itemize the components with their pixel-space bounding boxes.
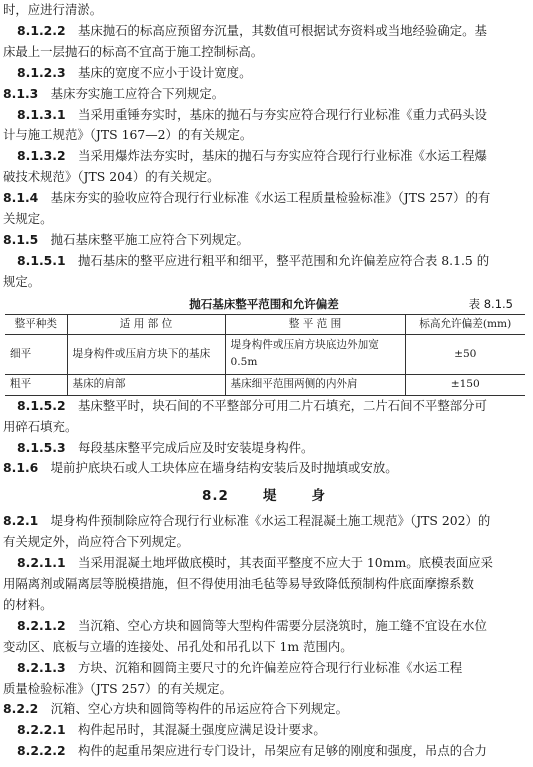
- clause-number: 8.2.1: [3, 513, 39, 529]
- table-header-row: [5, 314, 525, 334]
- clause-text: 当采用重锤夯实时，基床的抛石与夯实应符合现行行业标准《重力式码头设: [78, 106, 487, 122]
- paragraph-line: [3, 63, 525, 84]
- clause-number: 8.1.5.3: [17, 439, 66, 455]
- section-title-a: 堤: [262, 488, 278, 505]
- clause-text: 基床夯实的验收应符合现行行业标准《水运工程质量检验标准》（JTS 257）的有: [50, 190, 491, 206]
- clause-text: 当采用混凝土地坪做底模时，其表面平整度不应大于 10mm。底模表面应采: [78, 555, 493, 571]
- paragraph-line: [3, 188, 525, 209]
- paragraph-line: [3, 511, 525, 532]
- paragraphs-top: [3, 0, 525, 293]
- clause-number: 8.1.3: [3, 85, 39, 101]
- clause-text: 有关规定外，尚应符合下列规定。: [3, 534, 189, 550]
- clause-text: 基床的宽度不应小于设计宽度。: [78, 64, 252, 80]
- clause-number: 8.2.1.3: [17, 659, 66, 675]
- table-header: 适 用 部 位: [67, 314, 225, 334]
- paragraph-line: [3, 438, 525, 459]
- paragraph-line: [3, 417, 525, 438]
- section-title-b: 身: [311, 488, 326, 505]
- table-cell: 堤身构件或压肩方块底边外加宽 0.5m: [225, 334, 405, 374]
- clause-text: 规定。: [3, 273, 41, 289]
- paragraph-line: [3, 658, 525, 679]
- paragraph-line: [3, 167, 525, 188]
- clause-text: 计与施工规范》（JTS 167—2）的有关规定。: [3, 127, 253, 143]
- paragraph-line: [3, 146, 525, 167]
- paragraph-line: [3, 396, 525, 417]
- table-header: 整平种类: [5, 314, 67, 334]
- clause-number: 8.1.3.1: [17, 106, 66, 122]
- clause-text: 用碎石填充。: [3, 418, 78, 434]
- clause-text: 时，应进行清淤。: [3, 2, 103, 17]
- clause-number: 8.1.5.2: [17, 397, 66, 413]
- clause-text: 沉箱、空心方块和圆筒等构件的吊运应符合下列规定。: [50, 701, 349, 717]
- paragraph-line: [3, 105, 525, 126]
- table-cell: ±150: [405, 374, 525, 395]
- clause-text: 破技术规范》（JTS 204）的有关规定。: [3, 169, 220, 185]
- clause-text: 构件的起重吊架应进行专门设计，吊架应有足够的刚度和强度，吊点的合力: [78, 743, 487, 759]
- clause-text: 当采用爆炸法夯实时，基床的抛石与夯实应符合现行行业标准《水运工程爆: [78, 148, 487, 164]
- paragraph-line: [3, 42, 525, 63]
- clause-text: 抛石基床的整平应进行粗平和细平，整平范围和允许偏差应符合表 8.1.5 的: [78, 252, 490, 268]
- table-cell: 基床的肩部: [67, 374, 225, 395]
- table-number: 表 8.1.5: [468, 296, 513, 311]
- paragraph-line: [3, 679, 525, 700]
- clause-number: 8.1.5: [3, 231, 39, 247]
- paragraph-line: [3, 209, 525, 230]
- paragraph-line: [3, 230, 525, 251]
- paragraphs-bottom: [3, 511, 525, 762]
- paragraph-line: [3, 637, 525, 658]
- clause-text: 基床夯实施工应符合下列规定。: [50, 85, 225, 101]
- paragraph-line: [3, 741, 525, 762]
- clause-number: 8.1.6: [3, 460, 39, 476]
- clause-text: 每段基床整平完成后应及时安装堤身构件。: [78, 439, 314, 455]
- table-row: [5, 334, 525, 374]
- table-cell: 细平: [5, 334, 67, 374]
- clause-number: 8.1.5.1: [17, 252, 66, 268]
- paragraph-line: [3, 251, 525, 272]
- clause-text: 当沉箱、空心方块和圆筒等大型构件需要分层浇筑时，施工缝不宜设在水位: [78, 617, 487, 633]
- table-header: 整 平 范 围: [225, 314, 405, 334]
- clause-text: 方块、沉箱和圆筒主要尺寸的允许偏差应符合现行行业标准《水运工程: [78, 659, 463, 675]
- paragraph-line: [3, 0, 525, 21]
- table-cell: 粗平: [5, 374, 67, 395]
- paragraph-line: [3, 125, 525, 146]
- clause-text: 用隔离剂或隔离层等脱模措施，但不得使用油毛毡等易导致降低预制构件底面摩擦系数: [3, 576, 474, 592]
- clause-number: 8.2.2.1: [17, 722, 66, 738]
- clause-text: 基床整平时，块石间的不平整部分可用二片石填充，二片石间不平整部分可: [78, 397, 487, 413]
- clause-text: 堤前护底块石或人工块体应在墙身结构安装后及时抛填或安放。: [50, 460, 398, 476]
- clause-text: 床最上一层抛石的标高不宜高于施工控制标高。: [3, 43, 264, 59]
- paragraph-line: [3, 21, 525, 42]
- table-cell: 堤身构件或压肩方块下的基床: [67, 334, 225, 374]
- paragraph-line: [3, 532, 525, 553]
- table-row: [5, 374, 525, 395]
- leveling-table: [5, 314, 525, 396]
- table-caption: [3, 294, 525, 314]
- paragraph-line: [3, 84, 525, 105]
- table-cell: ±50: [405, 334, 525, 374]
- paragraph-line: [3, 720, 525, 741]
- paragraph-line: [3, 574, 525, 595]
- clause-number: 8.1.2.2: [17, 22, 66, 38]
- clause-number: 8.1.3.2: [17, 148, 66, 164]
- clause-number: 8.2.1.2: [17, 617, 66, 633]
- clause-text: 构件起吊时，其混凝土强度应满足设计要求。: [78, 722, 326, 738]
- clause-number: 8.2.2: [3, 701, 39, 717]
- clause-number: 8.1.2.3: [17, 64, 66, 80]
- table-title: 抛石基床整平范围和允许偏差: [189, 296, 339, 311]
- section-number: 8.2: [202, 488, 229, 505]
- clause-text: 的材料。: [3, 596, 53, 612]
- paragraph-line: [3, 458, 525, 479]
- paragraphs-mid: [3, 396, 525, 480]
- clause-number: 8.2.2.2: [17, 743, 66, 759]
- section-heading: [3, 483, 525, 509]
- clause-number: 8.1.4: [3, 190, 39, 206]
- clause-text: 抛石基床整平施工应符合下列规定。: [50, 231, 249, 247]
- clause-number: 8.2.1.1: [17, 555, 66, 571]
- table-cell: 基床细平范围两侧的内外肩: [225, 374, 405, 395]
- clause-text: 质量检验标准》（JTS 257）的有关规定。: [3, 680, 232, 696]
- paragraph-line: [3, 699, 525, 720]
- clause-text: 堤身构件预制除应符合现行行业标准《水运工程混凝土施工规范》（JTS 202）的: [50, 513, 491, 529]
- paragraph-line: [3, 616, 525, 637]
- clause-text: 基床抛石的标高应预留夯沉量，其数值可根据试夯资料或当地经验确定。基: [78, 22, 487, 38]
- paragraph-line: [3, 595, 525, 616]
- clause-text: 变动区、底板与立墙的连接处、吊孔处和吊孔以下 1m 范围内。: [3, 638, 353, 654]
- table-header: 标高允许偏差(mm): [405, 314, 525, 334]
- paragraph-line: [3, 553, 525, 574]
- clause-text: 关规定。: [3, 211, 53, 227]
- paragraph-line: [3, 272, 525, 293]
